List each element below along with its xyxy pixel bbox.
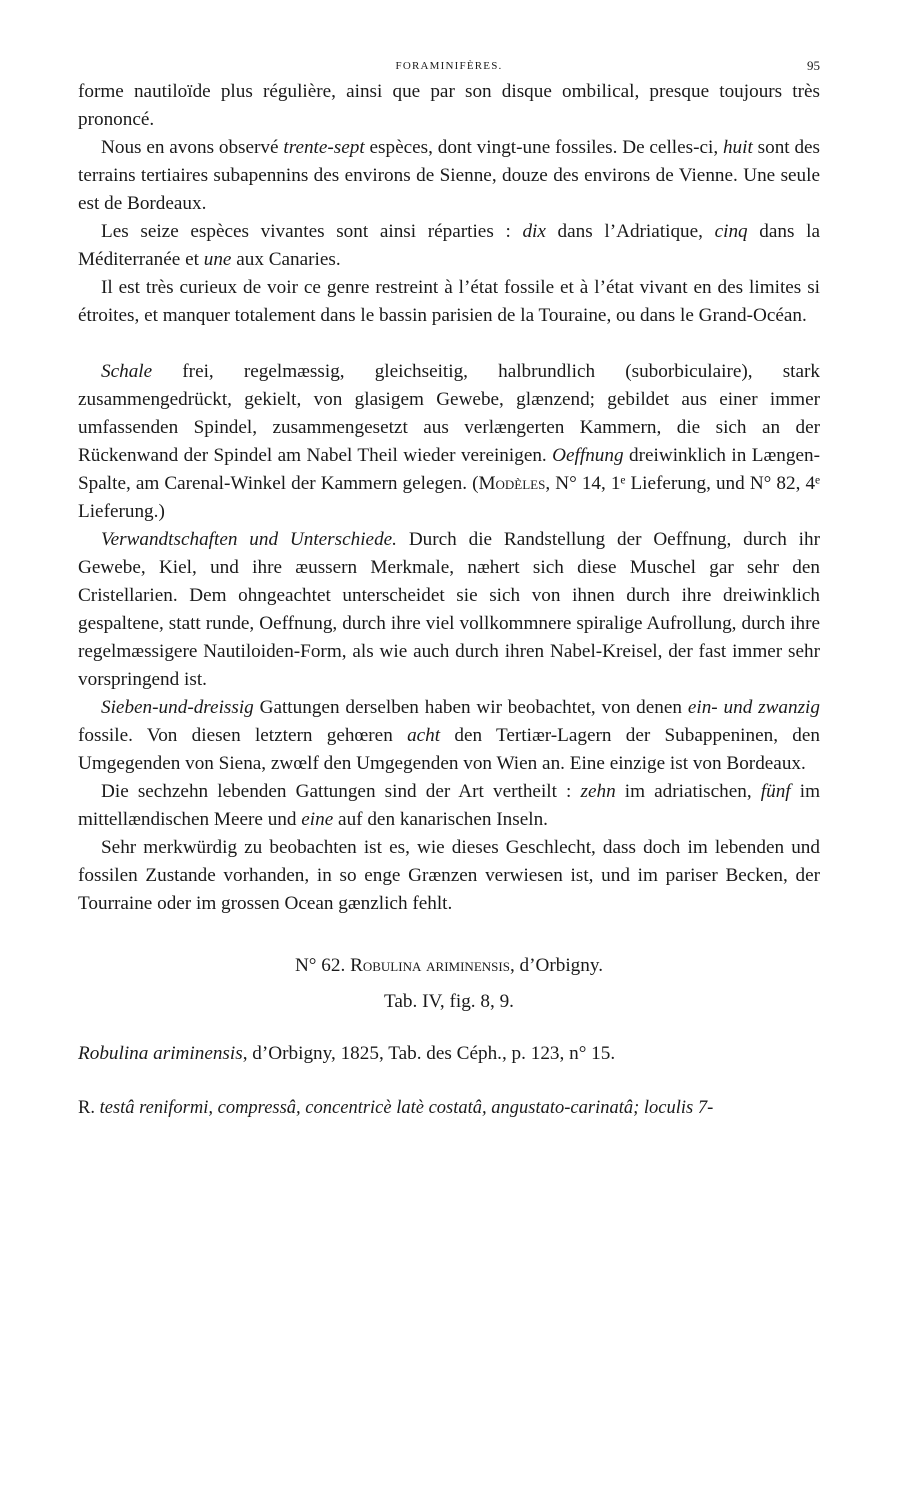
running-header [78, 56, 820, 78]
page-number: 95 [807, 58, 820, 73]
text-run: Die sechzehn lebenden Gattungen sind der Art vertheilt : [101, 781, 581, 802]
emphasis: acht [407, 725, 441, 746]
german-paragraph-2 [78, 526, 820, 694]
emphasis: une [203, 249, 232, 270]
text-run: , N° 14, 1ᵉ Lieferung, und N° 82, 4ᵉ Lieferung.) [78, 473, 820, 522]
text-run: espèces, dont vingt-une fossiles. De celles-ci, [364, 137, 723, 158]
latin-diagnosis [78, 1094, 820, 1122]
text-run: auf den kanarischen Inseln. [333, 809, 548, 830]
text-run: den Tertiær-Lagern der Subappeninen, den Umgegenden von Siena, zwœlf den Umgegenden von Wien an. Eine einzige ist von Bordeaux. [78, 725, 820, 774]
text-run: im adriatischen, [615, 781, 761, 802]
text-run: sont des terrains tertiaires subapennins des environs de Sienne, douze des environs de Vienne. Une seule est de Bordeaux. [78, 137, 821, 214]
emphasis: eine [301, 809, 334, 830]
emphasis: zehn [580, 781, 616, 802]
synonym-reference: , d’Orbigny, 1825, Tab. des Céph., p. 123, n° 15. [242, 1043, 616, 1064]
emphasis: ein- und zwanzig [687, 697, 820, 718]
text-run: Nous en avons observé [101, 137, 284, 158]
text-run: Gattungen derselben haben wir beobachtet, von denen [253, 697, 688, 718]
emphasis: cinq [714, 221, 748, 242]
german-paragraph-4 [78, 778, 820, 834]
running-title: FORAMINIFÈRES. [395, 60, 503, 72]
french-paragraph-1: forme nautiloïde plus régulière, ainsi que par son disque ombilical, presque toujours très prononcé. [78, 81, 820, 130]
french-paragraph-2 [78, 134, 820, 218]
emphasis: Schale [101, 361, 153, 382]
text-run: Durch die Randstellung der Oeffnung, durch ihr Gewebe, Kiel, und ihre æussern Merkmale, næhert sich diese Muschel gar sehr den Cristellarien. Dem ohngeachtet unterscheidet sie sich von ihnen durch ihre dreiwinklich gespaltene, statt runde, Oeffnung, durch ihre viel vollkommnere spiralige Aufrollung, durch ihre regelmæssigere Nautiloiden-Form, als wie auch durch ihren Nabel-Kreisel, der fast immer sehr vorspringend ist. [78, 529, 820, 690]
text-run: dreiwinklich in Længen-Spalte, am Carenal-Winkel der Kammern gelegen. ( [78, 445, 820, 494]
emphasis: trente-sept [283, 137, 365, 158]
section-gap [78, 918, 820, 952]
text-run: frei, regelmæssig, gleichseitig, halbrundlich (suborbiculaire), stark zusammengedrückt, gekielt, von glasigem Gewebe, glænzend; gebildet aus einer immer umfassenden Spindel, zusammengesetzt aus verlængerten Kammern, die sich an der Rückenwand der Spindel am Nabel Theil wieder vereinigen. [78, 361, 820, 466]
emphasis: Verwandtschaften und Unterschiede. [101, 529, 397, 550]
species-heading [78, 952, 820, 980]
emphasis: dix [522, 221, 546, 242]
species-name: Robulina ariminensis [350, 955, 510, 976]
section-gap [78, 330, 820, 358]
german-paragraph-5: Sehr merkwürdig zu beobachten ist es, wie dieses Geschlecht, dass doch im lebenden und fossilen Zustande vorhanden, in so enge Grænzen verwiesen ist, und im pariser Becken, der Tourraine oder im grossen Ocean gænzlich fehlt. [78, 837, 820, 914]
emphasis: Sieben-und-dreissig [101, 697, 254, 718]
synonymy-line [78, 1040, 820, 1068]
species-author: , d’Orbigny. [509, 955, 604, 976]
document-page [78, 56, 820, 1122]
german-paragraph-3 [78, 694, 820, 778]
emphasis: huit [722, 137, 753, 158]
french-paragraph-4: Il est très curieux de voir ce genre restreint à l’état fossile et à l’état vivant en des limites si étroites, et manquer totalement dans le bassin parisien de la Touraine, ou dans le Grand-Océan. [78, 277, 820, 326]
text-run: dans la Méditerranée et [78, 221, 820, 270]
text-run: im mittellændischen Meere und [78, 781, 820, 830]
text-run: fossile. Von diesen letztern gehœren [78, 725, 408, 746]
german-paragraph-1 [78, 358, 820, 526]
small-caps-text: Modèles [478, 473, 546, 494]
diagnosis-text: testâ reniformi, compressâ, concentricè latè costatâ, angustato-carinatâ; loculis 7- [99, 1098, 714, 1118]
emphasis: fünf [760, 781, 791, 802]
species-number: N° 62. [294, 955, 351, 976]
text-run: Les seize espèces vivantes sont ainsi réparties : [101, 221, 523, 242]
synonym-name: Robulina ariminensis [78, 1043, 243, 1064]
genus-abbrev: R. [78, 1098, 100, 1118]
french-paragraph-3 [78, 218, 820, 274]
emphasis: Oeffnung [552, 445, 624, 466]
text-run: dans l’Adriatique, [545, 221, 715, 242]
text-run: aux Canaries. [231, 249, 341, 270]
plate-reference: Tab. IV, fig. 8, 9. [384, 991, 514, 1012]
